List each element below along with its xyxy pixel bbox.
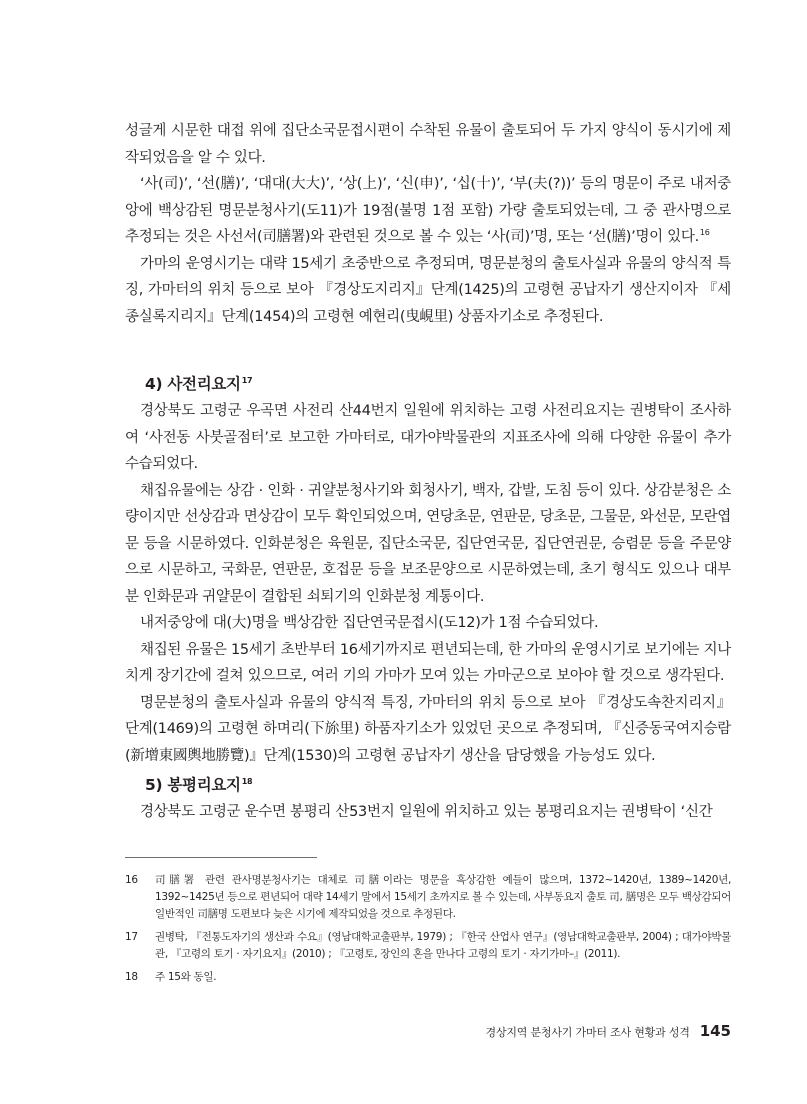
section-heading-5-text: 5) 봉평리요지: [145, 776, 241, 794]
paragraph-5: 채집유물에는 상감 · 인화 · 귀얄분청사기와 회청사기, 백자, 갑발, 도침 등이 있다. 상감분청은 소량이지만 선상감과 면상감이 모두 확인되었으며, 연당초문, 연판문, 당초문, 그물문, 와선문, 모란엽문 등을 시문하였다. 인화분청은 육원문, 집단소국문, 집단연국문, 집단연권문, 승렴문 등을 주문양으로 시문하고, 국화문, 연판문, 호접문 등을 보조문양으로 시문하였는데, 초기 형식도 있으나 대부분 인화문과 귀얄문이 결합된 쇠퇴기의 인화분청 계통이다.: [125, 482, 731, 605]
section-heading-4: [145, 372, 252, 394]
section-heading-5: [145, 773, 252, 795]
body-block-1: [125, 118, 731, 330]
body-block-2: [125, 398, 731, 769]
footnotes: [125, 872, 731, 992]
footnote-number: 18: [125, 971, 138, 983]
footnote-divider: [125, 857, 317, 858]
paragraph-2-text: ‘사(司)’, ‘선(膳)’, ‘대대(大大)’, ‘상(上)’, ‘신(申)’, ‘십(十)’, ‘부(夫(?))’ 등의 명문이 주로 내저중앙에 백상감된 명문분청사기(도11)가 19점(불명 1점 포함) 가량 출토되었는데, 그 중 관사명으로 추정되는 것은 사선서(司膳署)와 관련된 것으로 볼 수 있는 ‘사(司)’명, 또는 ‘선(膳)’명이 있다.: [125, 176, 731, 245]
paragraph-9: 경상북도 고령군 운수면 봉평리 산53번지 일원에 위치하고 있는 봉평리요지는 권병탁이 ‘신간: [140, 804, 713, 820]
paragraph-3: 가마의 운영시기는 대략 15세기 초중반으로 추정되며, 명문분청의 출토사실과 유물의 양식적 특징, 가마터의 위치 등으로 보아 『경상도지리지』단계(1425)의 고령현 공납자기 생산지이자 『세종실록지리지』단계(1454)의 고령현 예현리(曳峴里) 상품자기소로 추정된다.: [125, 255, 731, 325]
paragraph-2: [125, 171, 731, 251]
footnote-17: [125, 929, 731, 963]
footnote-16: [125, 872, 731, 923]
footnote-ref-18: 18: [241, 776, 253, 786]
paragraph-6: 내저중앙에 대(大)명을 백상감한 집단연국문접시(도12)가 1점 수습되었다.: [140, 615, 599, 631]
footnote-ref-16: 16: [699, 228, 710, 238]
footnote-number: 16: [125, 874, 138, 886]
footnote-text: 권병탁, 『전통도자기의 생산과 수요』(영남대학교출판부, 1979) ; 『한국 산업사 연구』(영남대학교출판부, 2004) ; 대가야박물관, 『고령의 토기 · 자기요지』(2010) ; 『고령토, 장인의 혼을 만나다 고령의 토기 · 자기가마–』(2011).: [155, 931, 731, 960]
paragraph-8: 명문분청의 출토사실과 유물의 양식적 특징, 가마터의 위치 등으로 보아 『경상도속찬지리지』단계(1469)의 고령현 하며리(下旀里) 하품자기소가 있었던 곳으로 추정되며, 『신증동국여지승람(新增東國輿地勝覽)』단계(1530)의 고령현 공납자기 생산을 담당했을 가능성도 있다.: [125, 694, 731, 764]
page-number: 145: [699, 1022, 731, 1040]
footnote-number: 17: [125, 931, 138, 943]
footnote-18: [125, 969, 731, 986]
body-block-3: [125, 799, 731, 826]
section-heading-4-text: 4) 사전리요지: [145, 375, 241, 393]
running-footer: [486, 1022, 731, 1040]
footnote-text: 주 15와 동일.: [155, 971, 217, 983]
paragraph-1: 성글게 시문한 대접 위에 집단소국문접시편이 수착된 유물이 출토되어 두 가지 양식이 동시기에 제작되었음을 알 수 있다.: [125, 123, 731, 166]
footnote-ref-17: 17: [241, 375, 253, 385]
footer-title: 경상지역 분청사기 가마터 조사 현황과 성격: [485, 1026, 690, 1039]
paragraph-4: 경상북도 고령군 우곡면 사전리 산44번지 일원에 위치하는 고령 사전리요지는 권병탁이 조사하여 ‘사전동 사붓골점터’로 보고한 가마터로, 대가야박물관의 지표조사에 의해 다양한 유물이 추가 수습되었다.: [125, 403, 731, 472]
footnote-text: 司膳署 관련 관사명분청사기는 대체로 司膳이라는 명문을 흑상감한 예들이 많으며, 1372~1420년, 1389~1420년, 1392~1425년 등으로 편년되어 대략 14세기 말에서 15세기 초까지로 볼 수 있는데, 사부동요지 출토 司, 膳명은 모두 백상감되어 일반적인 司膳명 도편보다 늦은 시기에 제작되었을 것으로 추정된다.: [155, 874, 731, 920]
paragraph-7: 채집된 유물은 15세기 초반부터 16세기까지로 편년되는데, 한 가마의 운영시기로 보기에는 지나치게 장기간에 걸쳐 있으므로, 여러 기의 가마가 모여 있는 가마군으로 보아야 할 것으로 생각된다.: [125, 641, 731, 684]
